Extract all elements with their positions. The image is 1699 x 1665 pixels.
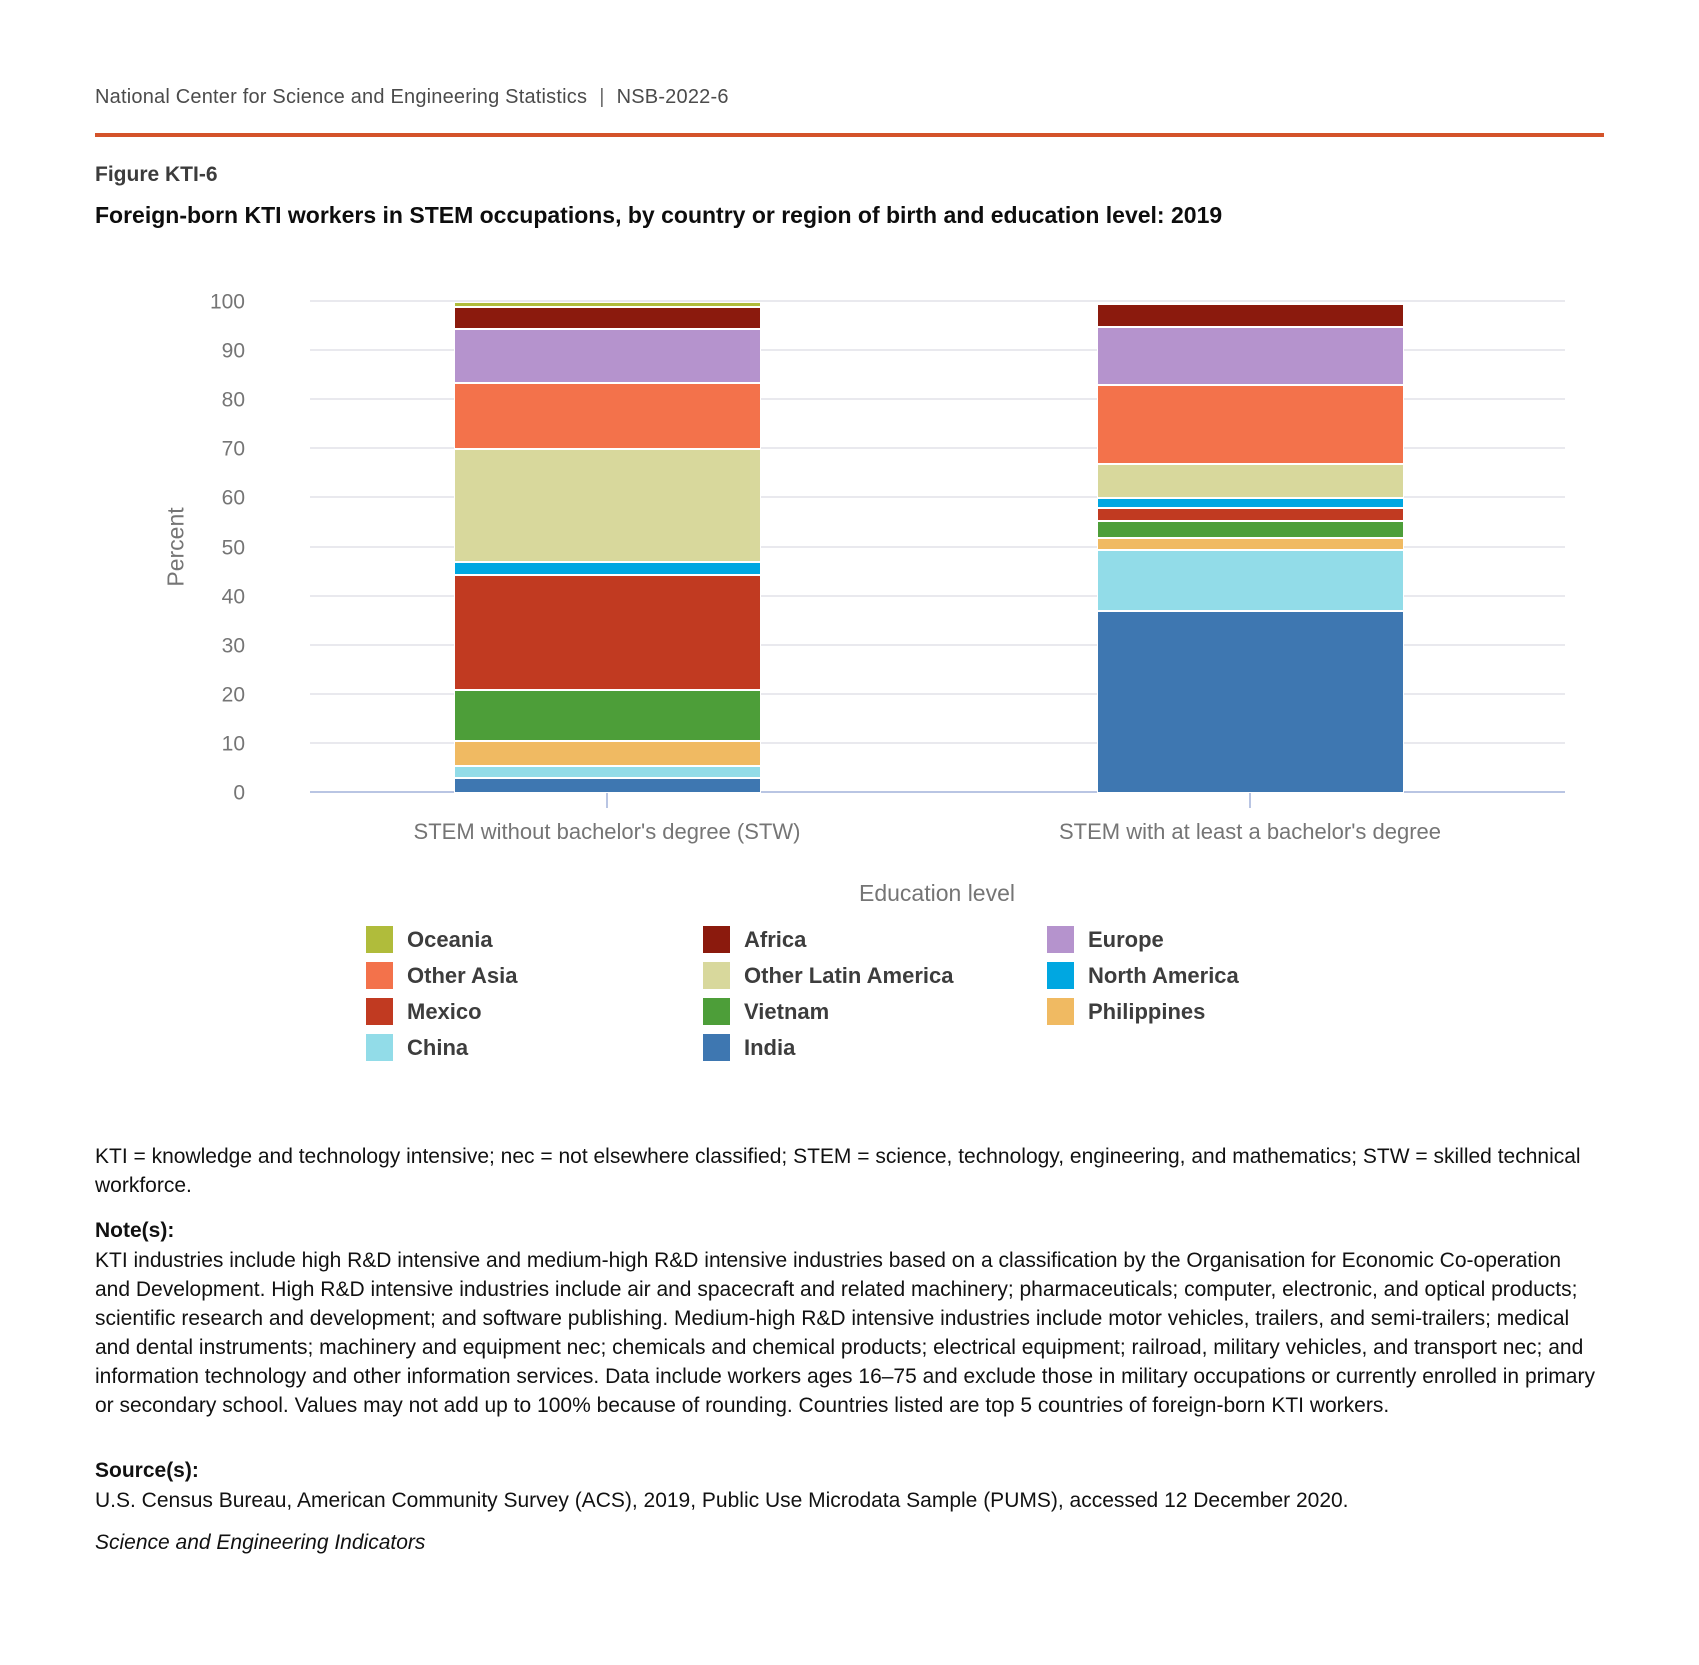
segment-other-asia[interactable]: [1097, 385, 1404, 464]
legend: [366, 926, 1467, 1061]
legend-item-india[interactable]: [703, 1034, 1047, 1061]
x-tick-mark: [606, 793, 608, 808]
x-category-label: STEM without bachelor's degree (STW): [413, 819, 801, 844]
legend-item-vietnam[interactable]: [703, 998, 1047, 1025]
legend-swatch-europe: [1047, 926, 1074, 953]
legend-item-other-latin-america[interactable]: [703, 962, 1047, 989]
figure-title: Foreign-born KTI workers in STEM occupations, by country or region of birth and education level: 2019: [95, 202, 1223, 228]
segment-mexico[interactable]: [1097, 508, 1404, 520]
segment-oceania[interactable]: [1097, 302, 1404, 304]
legend-item-africa[interactable]: [703, 926, 1047, 953]
segment-north-america[interactable]: [1097, 498, 1404, 508]
legend-item-north-america[interactable]: [1047, 962, 1467, 989]
legend-label: Philippines: [1088, 998, 1206, 1024]
legend-label: Africa: [744, 926, 807, 952]
legend-swatch-philippines: [1047, 998, 1074, 1025]
y-tick-label: 40: [221, 585, 245, 609]
segment-vietnam[interactable]: [1097, 521, 1404, 538]
legend-item-europe[interactable]: [1047, 926, 1467, 953]
y-tick-label: 90: [221, 339, 245, 363]
segment-north-america[interactable]: [454, 562, 761, 574]
figure-label: Figure KTI-6: [95, 163, 218, 186]
segment-china[interactable]: [454, 766, 761, 778]
legend-label: Europe: [1088, 926, 1164, 952]
segment-oceania[interactable]: [454, 302, 761, 307]
plot-area: [209, 290, 1565, 844]
y-tick-label: 10: [221, 732, 245, 756]
y-tick-label: 70: [221, 437, 245, 461]
legend-label: Oceania: [407, 926, 493, 952]
y-tick-label: 80: [221, 388, 245, 412]
legend-swatch-oceania: [366, 926, 393, 953]
segment-mexico[interactable]: [454, 575, 761, 690]
stacked-bar-2: [1097, 302, 1404, 793]
legend-label: Other Latin America: [744, 962, 954, 988]
legend-label: Other Asia: [407, 962, 518, 988]
y-axis-title: Percent: [162, 507, 189, 587]
segment-europe[interactable]: [454, 329, 761, 383]
notes-heading: Note(s):: [95, 1219, 175, 1242]
segment-europe[interactable]: [1097, 327, 1404, 386]
legend-label: Mexico: [407, 998, 482, 1024]
segment-india[interactable]: [1097, 611, 1404, 793]
sources-text: U.S. Census Bureau, American Community Survey (ACS), 2019, Public Use Microdata Sample (PUMS), accessed 12 December 2020.: [95, 1489, 1349, 1512]
y-tick-label: 60: [221, 486, 245, 510]
x-tick-mark: [1249, 793, 1251, 808]
x-axis-title: Education level: [859, 880, 1015, 906]
legend-item-philippines[interactable]: [1047, 998, 1467, 1025]
header-org: National Center for Science and Engineering Statistics: [95, 86, 588, 108]
publication-credit: Science and Engineering Indicators: [95, 1531, 426, 1554]
legend-item-mexico[interactable]: [366, 998, 703, 1025]
legend-item-oceania[interactable]: [366, 926, 703, 953]
legend-swatch-north-america: [1047, 962, 1074, 989]
y-tick-label: 0: [233, 781, 245, 805]
legend-swatch-africa: [703, 926, 730, 953]
segment-vietnam[interactable]: [454, 690, 761, 742]
y-tick-label: 100: [209, 290, 245, 314]
legend-swatch-mexico: [366, 998, 393, 1025]
segment-philippines[interactable]: [1097, 538, 1404, 550]
x-category-label: STEM with at least a bachelor's degree: [1058, 819, 1442, 844]
y-tick-label: 50: [221, 536, 245, 559]
abbreviations-note: KTI = knowledge and technology intensive; nec = not elsewhere classified; STEM = science, technology, engineering, and mathematics; STW = skilled technical workforce.: [95, 1145, 1581, 1197]
header-separator: |: [599, 86, 605, 108]
legend-item-other-asia[interactable]: [366, 962, 703, 989]
segment-philippines[interactable]: [454, 741, 761, 766]
legend-swatch-other-asia: [366, 962, 393, 989]
y-tick-label: 20: [221, 683, 245, 707]
segment-africa[interactable]: [454, 307, 761, 329]
legend-swatch-vietnam: [703, 998, 730, 1025]
segment-other-latin-america[interactable]: [454, 449, 761, 562]
segment-other-asia[interactable]: [454, 383, 761, 449]
legend-label: China: [407, 1034, 469, 1060]
legend-item-china[interactable]: [366, 1034, 703, 1061]
y-tick-label: 30: [221, 634, 245, 658]
notes-text: KTI industries include high R&D intensive and medium-high R&D intensive industries based on a classification by the Organisation for Economic Co-operation and Development. High R&D intensive industries include air and spacecraft and related machinery; pharmaceuticals; computer, electronic, and optical products; scientific research and development; and software publishing. Medium-high R&D intensive industries include motor vehicles, trailers, and semi-trailers; medical and dental instruments; machinery and equipment nec; chemicals and chemical products; electrical equipment; railroad, military vehicles, and transport nec; and information technology and other information services. Data include workers ages 16–75 and exclude those in military occupations or currently enrolled in primary or secondary school. Values may not add up to 100% because of rounding. Countries listed are top 5 countries of foreign-born KTI workers.: [95, 1249, 1595, 1417]
segment-china[interactable]: [1097, 550, 1404, 611]
stacked-bar-1: [454, 302, 761, 793]
sources-heading: Source(s):: [95, 1459, 199, 1482]
legend-swatch-china: [366, 1034, 393, 1061]
segment-india[interactable]: [454, 778, 761, 793]
segment-africa[interactable]: [1097, 304, 1404, 326]
header-report-id: NSB-2022-6: [616, 86, 729, 108]
segment-other-latin-america[interactable]: [1097, 464, 1404, 498]
legend-swatch-india: [703, 1034, 730, 1061]
legend-label: Vietnam: [744, 998, 830, 1024]
legend-label: India: [744, 1034, 796, 1060]
legend-swatch-other-latin-america: [703, 962, 730, 989]
legend-label: North America: [1088, 962, 1239, 988]
